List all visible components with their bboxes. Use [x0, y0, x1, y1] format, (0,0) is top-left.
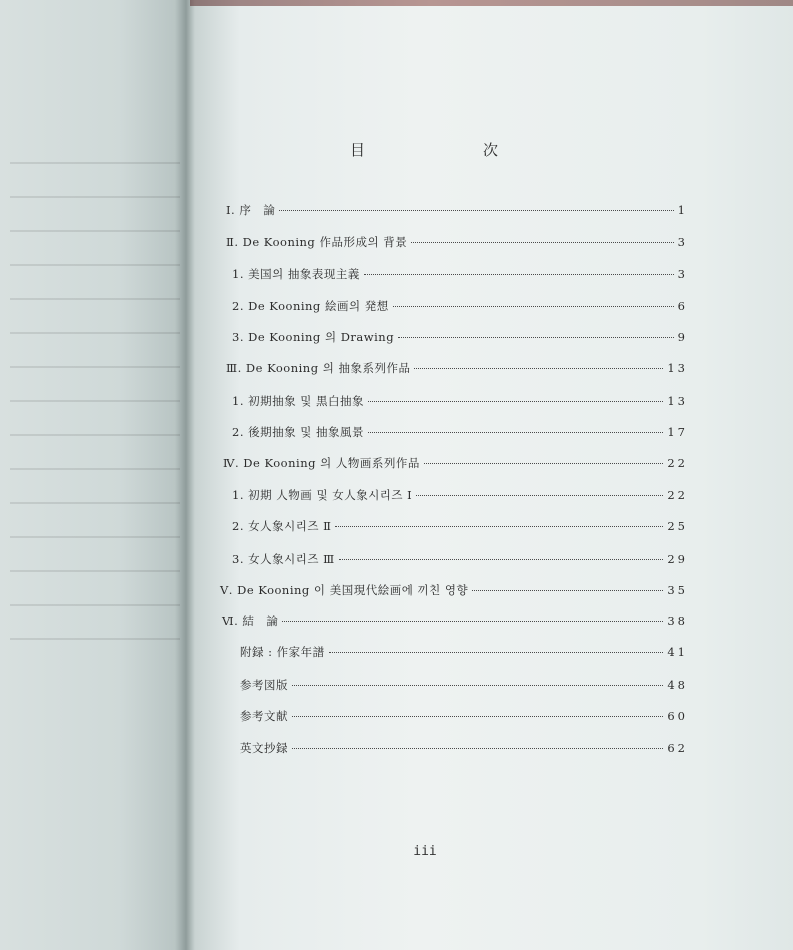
toc-entry-label: 2. De Kooning 絵画의 発想: [232, 299, 389, 313]
toc-entry-page: 25: [667, 519, 688, 533]
toc-entry: [232, 550, 688, 568]
dot-leader: [414, 367, 663, 369]
toc-entry-label: Ⅴ. De Kooning 이 美国現代絵画에 끼친 영향: [220, 583, 469, 597]
toc-entry-page: 17: [667, 425, 688, 439]
toc-entry-label: 参考図版: [240, 678, 288, 692]
toc-entry-page: 22: [667, 456, 688, 470]
toc-entry: [232, 517, 688, 535]
page-number-footer: iii: [413, 844, 437, 859]
dot-leader: [472, 589, 663, 591]
toc-entry-page: 62: [667, 741, 688, 755]
dot-leader: [364, 273, 674, 275]
dot-leader: [329, 651, 664, 653]
toc-entry-page: 6: [677, 299, 688, 313]
toc-entry-page: 35: [667, 583, 688, 597]
toc-entry-page: 3: [677, 235, 688, 249]
toc-entry: [232, 486, 688, 504]
toc-entry: [232, 297, 688, 315]
toc-entry: [226, 359, 688, 377]
toc-entry: [226, 201, 688, 219]
toc-entry: [240, 676, 688, 694]
toc-entry-page: 60: [667, 709, 688, 723]
toc-entry: [232, 265, 688, 283]
dot-leader: [368, 431, 663, 433]
toc-entry-label: Ⅵ. 結 論: [222, 614, 279, 628]
toc-entry-label: 1. 初期抽象 및 黒白抽象: [232, 394, 365, 408]
toc-entry-label: Ⅳ. De Kooning 의 人物画系列作品: [223, 456, 420, 470]
toc-entry: [240, 643, 688, 661]
dot-leader: [292, 715, 663, 717]
toc-entry: [232, 423, 688, 441]
title-char-1: 目: [350, 141, 368, 159]
dot-leader: [339, 558, 664, 560]
toc-entry-label: 3. 女人象시리즈 Ⅲ: [232, 552, 335, 566]
toc-entry: [222, 612, 688, 630]
toc-entry-label: 2. 女人象시리즈 Ⅱ: [232, 519, 332, 533]
toc-entry-page: 13: [667, 361, 688, 375]
dot-leader: [292, 747, 663, 749]
toc-entry-page: 41: [667, 645, 688, 659]
toc-entry: [226, 233, 688, 251]
toc-entry: [220, 581, 688, 599]
dot-leader: [411, 241, 673, 243]
toc-entry-label: 1. 初期 人物画 및 女人象시리즈 Ⅰ: [232, 488, 413, 502]
dot-leader: [335, 525, 663, 527]
title-char-2: 次: [482, 141, 500, 159]
toc-entry-label: 3. De Kooning 의 Drawing: [232, 330, 395, 344]
toc-entry: [232, 328, 688, 346]
toc-entry-label: Ⅰ. 序 論: [226, 203, 276, 217]
toc-entry-label: 参考文献: [240, 709, 288, 723]
toc-entry-page: 3: [677, 267, 688, 281]
toc-entry-page: 38: [667, 614, 688, 628]
dot-leader: [282, 620, 663, 622]
toc-entry-label: Ⅱ. De Kooning 作品形成의 背景: [226, 235, 408, 249]
toc-entry-page: 48: [667, 678, 688, 692]
dot-leader: [416, 494, 663, 496]
dot-leader: [368, 400, 663, 402]
toc-entry: [240, 707, 688, 725]
toc-entry-label: 1. 美国의 抽象表现主義: [232, 267, 360, 281]
toc-entry-label: 附録 : 作家年譜: [240, 645, 325, 659]
toc-entry-label: Ⅲ. De Kooning 의 抽象系列作品: [226, 361, 411, 375]
toc-entry-page: 1: [677, 203, 688, 217]
toc-entry-page: 29: [667, 552, 688, 566]
toc-entry: [232, 392, 688, 410]
toc-entry-label: 2. 後期抽象 및 抽象風景: [232, 425, 365, 439]
dot-leader: [424, 462, 663, 464]
toc-entry-label: 英文抄録: [240, 741, 288, 755]
dot-leader: [393, 305, 674, 307]
dot-leader: [292, 684, 663, 686]
dot-leader: [398, 336, 674, 338]
toc-entry-page: 22: [667, 488, 688, 502]
toc-entry-page: 9: [677, 330, 688, 344]
toc-entry: [240, 739, 688, 757]
toc-entry-page: 13: [667, 394, 688, 408]
toc-entry: [223, 454, 688, 472]
dot-leader: [279, 209, 673, 211]
